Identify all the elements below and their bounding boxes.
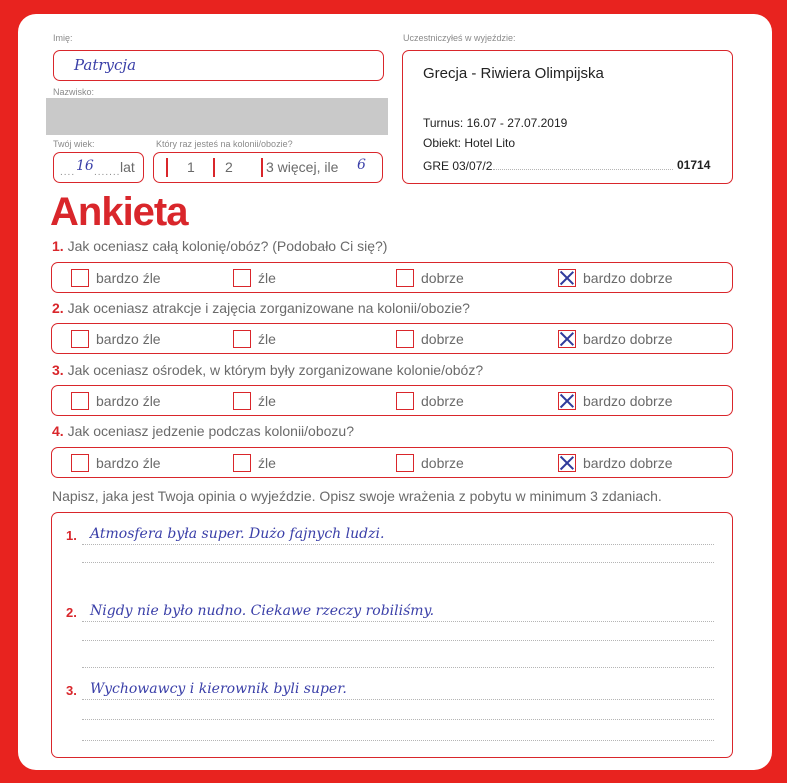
q1-option-label: źle	[258, 270, 276, 286]
question-4-number: 4.	[52, 423, 64, 439]
q3-option-label: źle	[258, 393, 276, 409]
q3-option-dobrze[interactable]	[396, 391, 464, 411]
trip-label: Uczestniczyłeś w wyjeździe:	[403, 33, 516, 43]
q3-checkbox-dobrze[interactable]	[396, 392, 414, 410]
question-1-options	[51, 262, 733, 293]
writing-line	[82, 544, 714, 545]
q2-option-zle[interactable]	[233, 329, 276, 349]
name-field[interactable]	[53, 50, 384, 81]
question-4-text: Jak oceniasz jedzenie podczas kolonii/obozu?	[67, 423, 354, 439]
q1-option-bardzo-zle[interactable]	[71, 268, 161, 288]
q3-option-zle[interactable]	[233, 391, 276, 411]
q1-checkbox-zle[interactable]	[233, 269, 251, 287]
writing-line	[82, 699, 714, 700]
q1-checkbox-bardzo-zle[interactable]	[71, 269, 89, 287]
answer-3-text: Wychowawcy i kierownik byli super.	[90, 681, 347, 697]
q2-option-label: bardzo źle	[96, 331, 161, 347]
surname-redacted	[46, 98, 388, 135]
trip-code: GRE 03/07/2	[423, 159, 493, 173]
trip-code-line	[493, 169, 673, 170]
visit-opt2-label: 2	[225, 159, 233, 175]
q4-checkbox-bardzo-zle[interactable]	[71, 454, 89, 472]
q4-checkbox-dobrze[interactable]	[396, 454, 414, 472]
q3-option-bardzo-dobrze[interactable]	[558, 391, 673, 411]
answer-2-number: 2.	[66, 605, 77, 620]
opinion-answer-box[interactable]	[51, 512, 733, 758]
q2-option-label: bardzo dobrze	[583, 331, 673, 347]
q4-option-label: bardzo dobrze	[583, 455, 673, 471]
q4-option-dobrze[interactable]	[396, 453, 464, 473]
age-unit: lat	[120, 159, 135, 175]
q3-checkbox-bardzo-zle[interactable]	[71, 392, 89, 410]
trip-number: 01714	[677, 158, 711, 172]
opinion-prompt: Napisz, jaka jest Twoja opinia o wyjeździe. Opisz swoje wrażenia z pobytu w minimum 3 zdaniach.	[52, 488, 662, 504]
q2-option-bardzo-dobrze[interactable]	[558, 329, 673, 349]
visit-opt1-label: 1	[187, 159, 195, 175]
q4-checkbox-zle[interactable]	[233, 454, 251, 472]
question-2-number: 2.	[52, 300, 64, 316]
q1-checkbox-dobrze[interactable]	[396, 269, 414, 287]
q3-option-label: dobrze	[421, 393, 464, 409]
q4-option-bardzo-zle[interactable]	[71, 453, 161, 473]
age-dots: ....	[60, 167, 76, 178]
q3-option-bardzo-zle[interactable]	[71, 391, 161, 411]
age-dots-after: .......	[94, 167, 121, 178]
q4-option-zle[interactable]	[233, 453, 276, 473]
writing-line	[82, 621, 714, 622]
age-value: 16	[76, 158, 94, 174]
q4-option-bardzo-dobrze[interactable]	[558, 453, 673, 473]
question-3-options	[51, 385, 733, 416]
trip-turnus: Turnus: 16.07 - 27.07.2019	[423, 116, 568, 130]
q1-option-label: bardzo źle	[96, 270, 161, 286]
q2-checkbox-bardzo-dobrze-checked[interactable]	[558, 330, 576, 348]
q2-option-bardzo-zle[interactable]	[71, 329, 161, 349]
answer-1-text: Atmosfera była super. Dużo fajnych ludzi.	[90, 526, 385, 542]
survey-title: Ankieta	[50, 190, 188, 234]
writing-line	[82, 667, 714, 668]
visit-field[interactable]	[153, 152, 383, 183]
question-2	[52, 300, 470, 316]
writing-line	[82, 719, 714, 720]
q2-checkbox-bardzo-zle[interactable]	[71, 330, 89, 348]
visit-checkbox-3[interactable]	[261, 158, 263, 177]
q2-option-label: źle	[258, 331, 276, 347]
question-1-number: 1.	[52, 238, 64, 254]
trip-obiekt: Obiekt: Hotel Lito	[423, 136, 516, 150]
q1-option-dobrze[interactable]	[396, 268, 464, 288]
writing-line	[82, 562, 714, 563]
q2-checkbox-dobrze[interactable]	[396, 330, 414, 348]
writing-line	[82, 740, 714, 741]
question-4-options	[51, 447, 733, 478]
answer-1-number: 1.	[66, 528, 77, 543]
q2-option-label: dobrze	[421, 331, 464, 347]
q4-option-label: bardzo źle	[96, 455, 161, 471]
q2-checkbox-zle[interactable]	[233, 330, 251, 348]
visit-checkbox-1[interactable]	[166, 158, 168, 177]
question-3	[52, 362, 483, 378]
q3-option-label: bardzo źle	[96, 393, 161, 409]
q4-option-label: źle	[258, 455, 276, 471]
age-label: Twój wiek:	[53, 139, 95, 149]
q1-option-label: dobrze	[421, 270, 464, 286]
visit-opt3-label: 3 więcej, ile	[266, 159, 339, 175]
name-label: Imię:	[53, 33, 73, 43]
question-1-text: Jak oceniasz całą kolonię/obóz? (Podobało Ci się?)	[67, 238, 388, 254]
question-1	[52, 238, 387, 254]
question-4	[52, 423, 354, 439]
q4-checkbox-bardzo-dobrze-checked[interactable]	[558, 454, 576, 472]
q2-option-dobrze[interactable]	[396, 329, 464, 349]
visit-checkbox-2[interactable]	[213, 158, 215, 177]
q1-option-label: bardzo dobrze	[583, 270, 673, 286]
answer-2-text: Nigdy nie było nudno. Ciekawe rzeczy robiliśmy.	[90, 603, 435, 619]
q3-checkbox-zle[interactable]	[233, 392, 251, 410]
q1-option-bardzo-dobrze[interactable]	[558, 268, 673, 288]
q1-option-zle[interactable]	[233, 268, 276, 288]
trip-title: Grecja - Riwiera Olimpijska	[423, 65, 604, 82]
q1-checkbox-bardzo-dobrze-checked[interactable]	[558, 269, 576, 287]
trip-info-box	[402, 50, 733, 184]
question-2-text: Jak oceniasz atrakcje i zajęcia zorganizowane na kolonii/obozie?	[67, 300, 470, 316]
q3-checkbox-bardzo-dobrze-checked[interactable]	[558, 392, 576, 410]
question-3-number: 3.	[52, 362, 64, 378]
question-3-text: Jak oceniasz ośrodek, w którym były zorganizowane kolonie/obóz?	[67, 362, 484, 378]
age-field[interactable]	[53, 152, 144, 183]
name-value: Patrycja	[74, 56, 137, 74]
writing-line	[82, 640, 714, 641]
question-2-options	[51, 323, 733, 354]
surname-label: Nazwisko:	[53, 87, 95, 97]
answer-3-number: 3.	[66, 683, 77, 698]
visit-label: Który raz jesteś na kolonii/obozie?	[156, 139, 293, 149]
q4-option-label: dobrze	[421, 455, 464, 471]
visit-count: 6	[357, 157, 366, 173]
q3-option-label: bardzo dobrze	[583, 393, 673, 409]
